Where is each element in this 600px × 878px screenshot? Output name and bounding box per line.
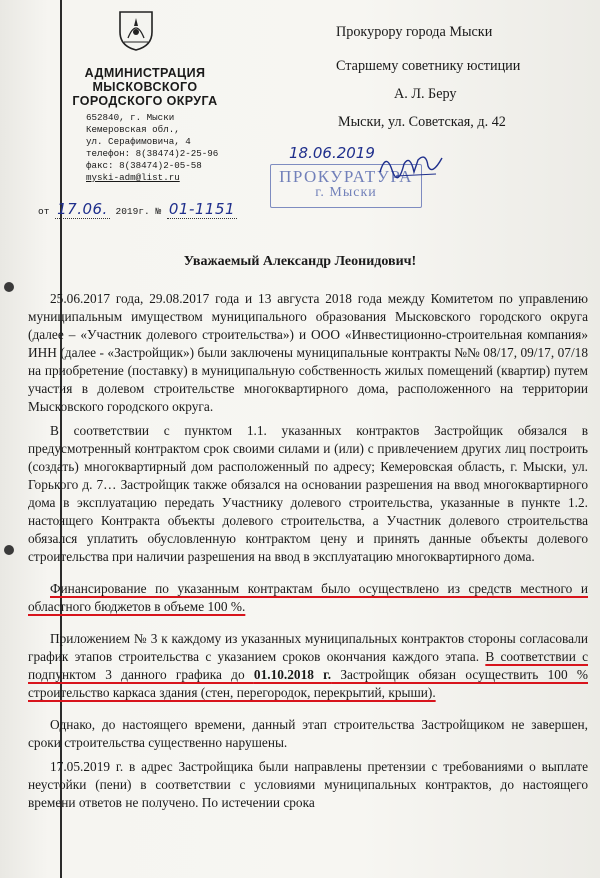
underlined-text: Финансирование по указанным контрактам было осуществлено из средств местного и областного бюджетов в объеме 100 %. xyxy=(28,581,588,614)
sender-org-line: ГОРОДСКОГО ОКРУГА xyxy=(72,94,218,108)
paragraph: 17.05.2019 г. в адрес Застройщика были направлены претензии с требованиями о выплате неустойки (пени) в соответствии с условиями муниципальных контрактов, до настоящего времени ответов не получено. По истечении срока xyxy=(28,759,588,810)
paragraph-highlighted xyxy=(28,580,588,616)
paragraph: Однако, до настоящего времени, данный этап строительства Застройщиком не завершен, сроки строительства существенно нарушены. xyxy=(28,717,588,750)
coat-of-arms-icon xyxy=(116,8,156,52)
sender-address-line: Кемеровская обл., xyxy=(86,124,180,135)
recipient-address: Мыски, ул. Советская, д. 42 xyxy=(338,114,506,130)
stamp-line-1: ПРОКУРАТУРА xyxy=(279,167,413,186)
recipient-block xyxy=(336,18,566,136)
deadline-date: 01.10.2018 г. xyxy=(253,667,332,682)
outgoing-prefix: от xyxy=(38,206,50,217)
paragraph xyxy=(28,630,588,702)
outgoing-date: 17.06. xyxy=(57,200,108,218)
sender-address xyxy=(40,112,250,184)
recipient-title: Прокурору города Мыски xyxy=(336,24,493,40)
greeting: Уважаемый Александр Леонидович! xyxy=(183,254,417,269)
sender-address-line: ул. Серафимовича, 4 xyxy=(86,136,191,147)
stamp-line-2: г. Мыски xyxy=(315,185,377,200)
recipient-name: А. Л. Беру xyxy=(394,86,457,102)
sender-fax: факс: 8(38474)2-05-58 xyxy=(86,160,202,171)
underlined-text: Застройщик обязан осуществить 100 % строительство каркаса здания (стен, перегородок, перекрытий, крыши). xyxy=(28,667,588,700)
outgoing-year: 2019г. xyxy=(115,206,150,217)
paragraph: 25.06.2017 года, 29.08.2017 года и 13 августа 2018 года между Комитетом по управлению муниципальным имуществом муниципального образования Мысковского городского округа (далее – «Участник долевого строительства») и ООО «Инвестиционно-строительная компания» ИНН (далее - «Застройщик») были заключены муниципальные контракты №№ 08/17, 09/17, 07/18 на приобретение (поставку) в муниципальную собственность жилых помещений (квартир) путем участия в долевом строительстве многоквартирного дома, расположенного на территории Мысковского городского округа. xyxy=(28,291,588,414)
sender-block xyxy=(40,66,250,184)
outgoing-number: 01-1151 xyxy=(168,200,236,218)
outgoing-number-line xyxy=(38,200,237,219)
sender-org-line: МЫСКОВСКОГО xyxy=(92,80,198,94)
binder-hole-bottom xyxy=(4,545,14,555)
sender-address-line: 652840, г. Мыски xyxy=(86,112,175,123)
sender-email: myski-adm@list.ru xyxy=(86,172,180,183)
receipt-date: 18.06.2019 xyxy=(289,144,375,162)
paragraph-text: Приложением № 3 к каждому из указанных муниципальных контрактов стороны согласовали график этапов строительства с указанием сроков окончания каждого этапа. xyxy=(28,631,588,664)
binder-hole-top xyxy=(4,282,14,292)
outgoing-number-sign: № xyxy=(155,206,162,217)
signature-icon xyxy=(376,150,446,180)
letter-body xyxy=(28,290,588,812)
underlined-text: В соответствии с подпунктом 3 данного графика до xyxy=(28,649,588,682)
recipient-rank: Старшему советнику юстиции xyxy=(336,58,521,74)
paragraph: В соответствии с пунктом 1.1. указанных контрактов Застройщик обязался в предусмотренный контрактом срок своими силами и (или) с привлечением других лиц построить (создать) многоквартирный дом расположенный по адресу; Кемеровская область, г. Мыски, ул. Горького д. 7… Застройщик также обязался на основании разрешения на ввод многоквартирного дома в эксплуатацию передать Участнику долевого строительства, указанные в пункте 1.2. настоящего Контракта объекты долевого строительства, а Участник долевого строительства обязался уплатить обусловленную контрактом цену и принять данные объекты долевого строительства при наличии разрешения на ввод в эксплуатацию многоквартирного дома. xyxy=(28,423,588,564)
sender-phone: телефон: 8(38474)2-25-96 xyxy=(86,148,219,159)
sender-org-line: АДМИНИСТРАЦИЯ xyxy=(84,66,206,80)
